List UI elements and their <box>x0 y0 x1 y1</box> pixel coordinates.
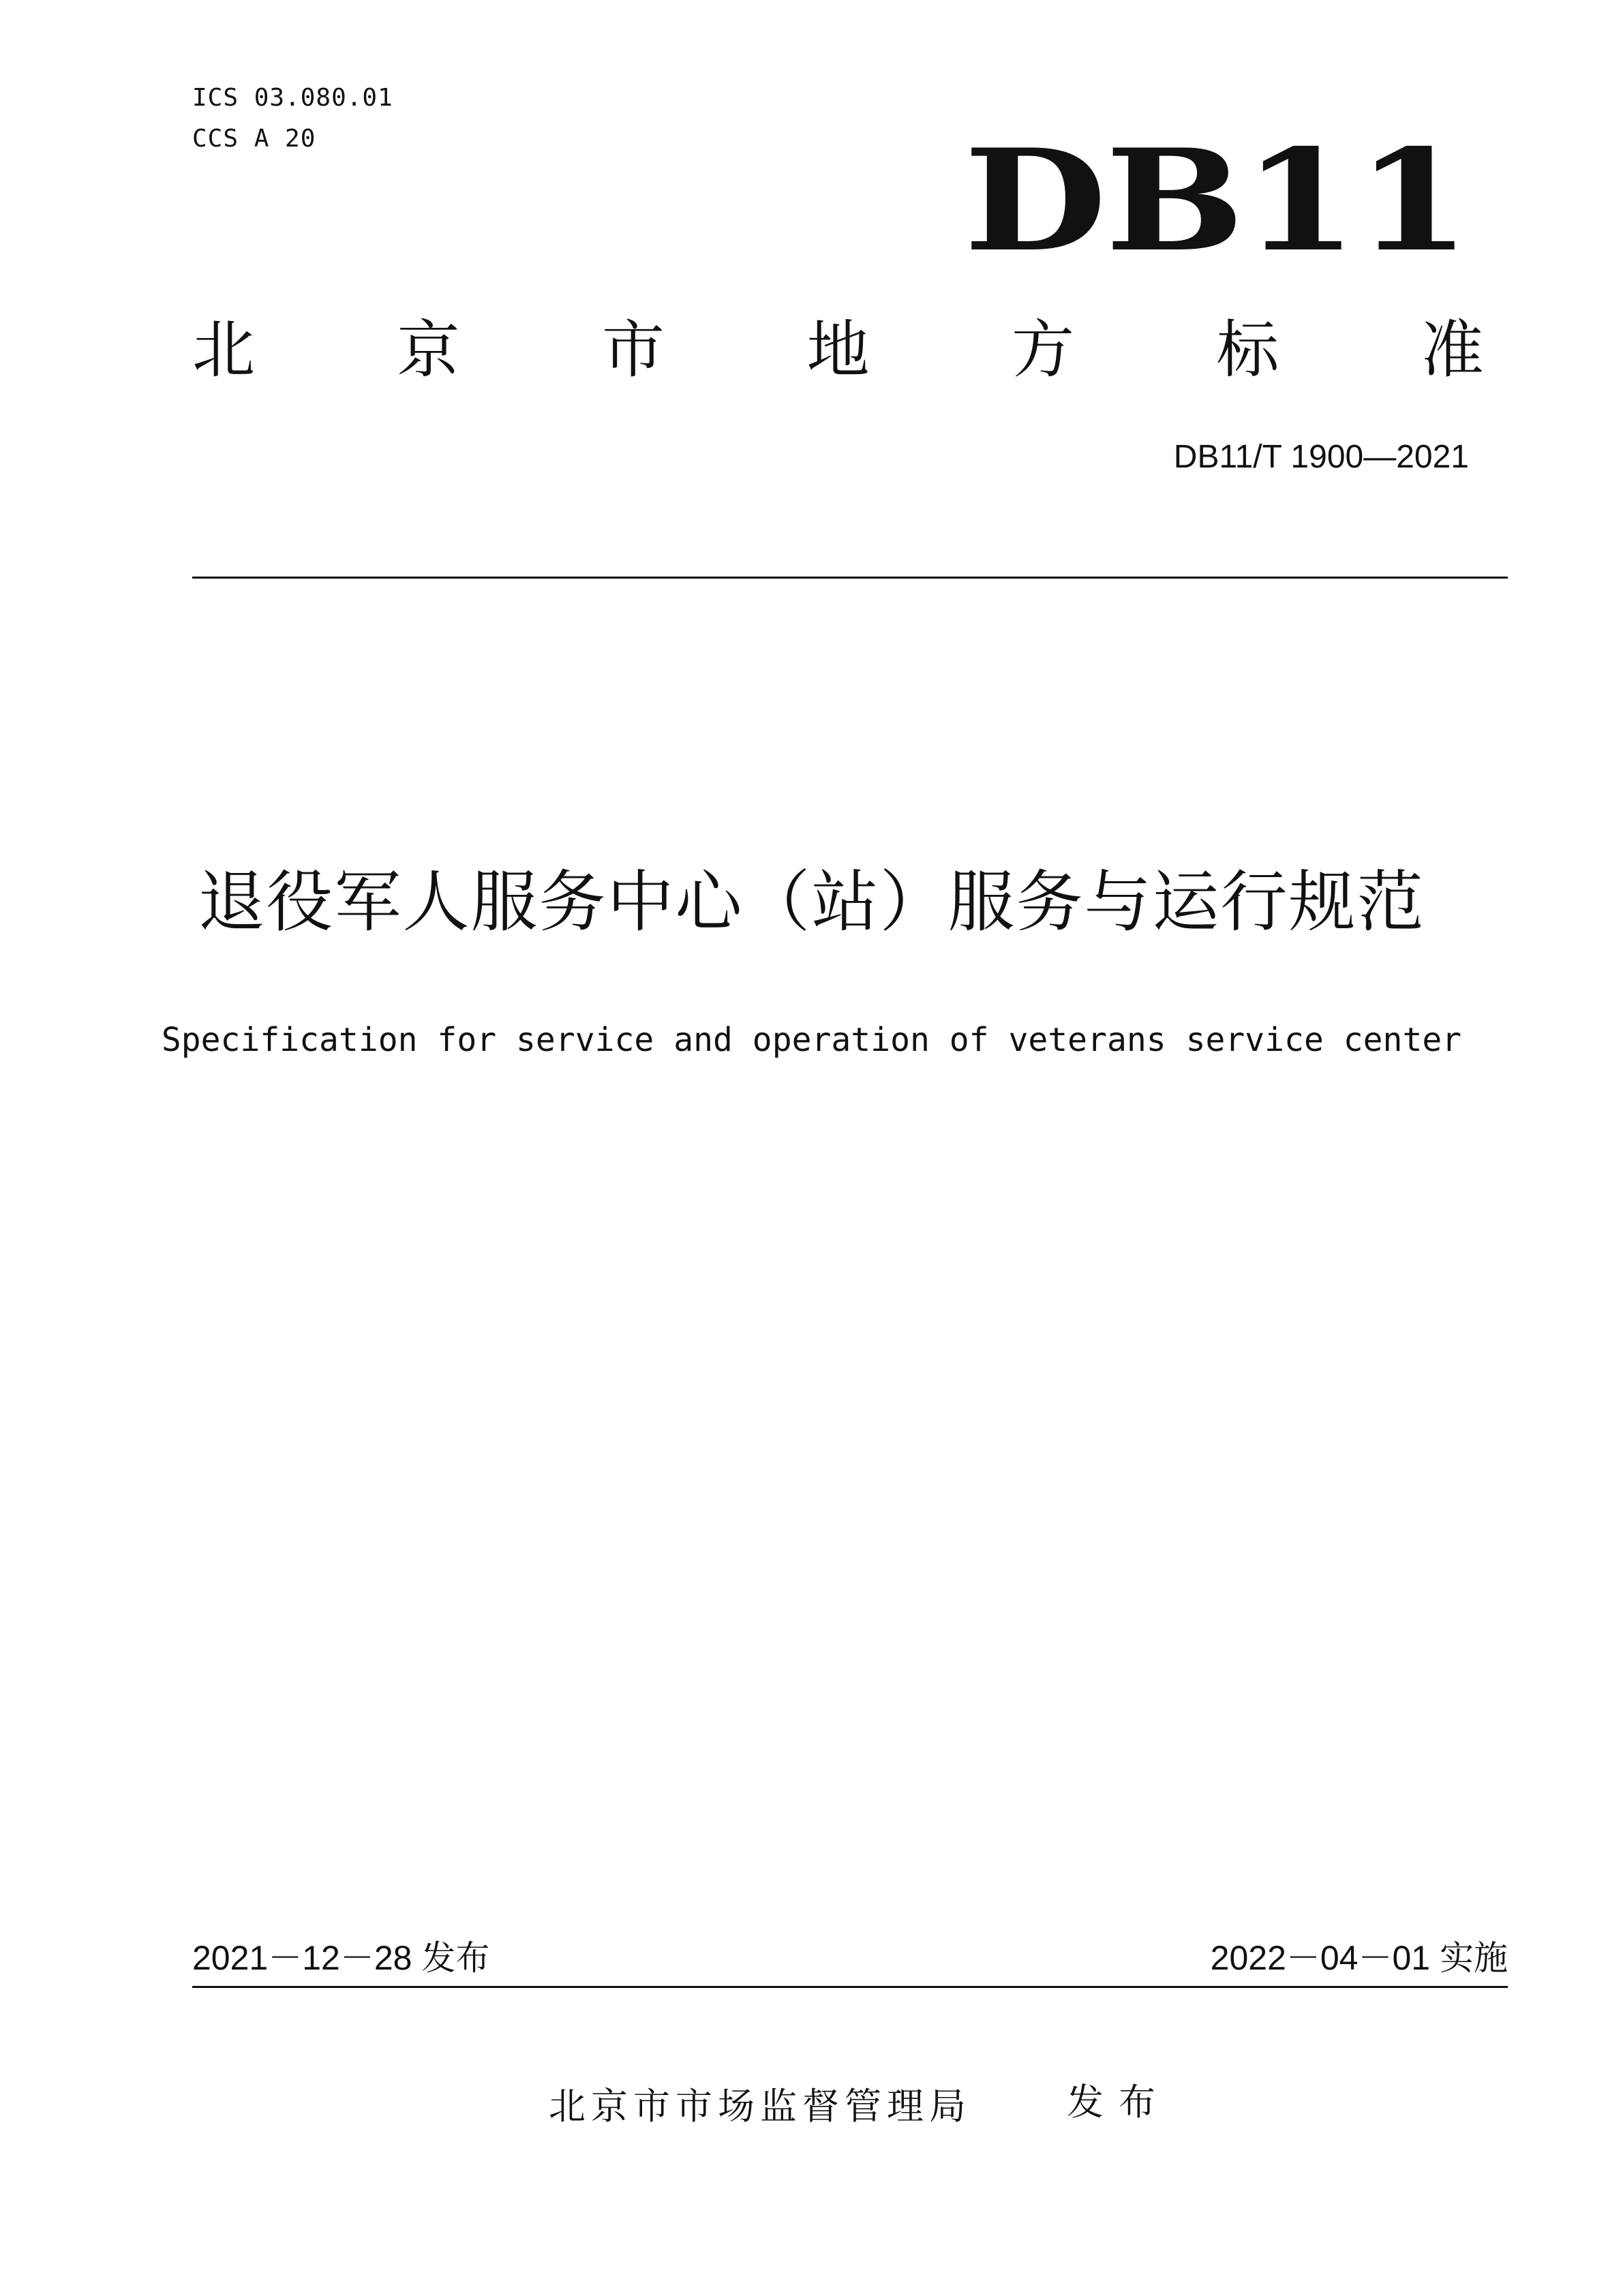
header-divider <box>192 577 1508 579</box>
standard-type-char: 方 <box>1011 313 1074 386</box>
ccs-code: CCS A 20 <box>192 125 316 153</box>
release-date: 2021－12－28 发布 <box>192 1939 490 1977</box>
implementation-date: 2022－04－01 实施 <box>1210 1939 1508 1977</box>
standard-type-char: 地 <box>806 313 870 386</box>
standard-type-heading <box>192 312 1484 388</box>
ics-code: ICS 03.080.01 <box>192 84 393 112</box>
publisher-name: 北京市市场监督管理局 <box>549 2085 971 2128</box>
chinese-title: 退役军人服务中心（站）服务与运行规范 <box>198 863 1425 941</box>
standard-type-char: 准 <box>1421 313 1484 386</box>
standard-number: DB11/T 1900—2021 <box>1173 439 1469 475</box>
db11-logo: DB11 <box>963 119 1469 283</box>
standard-type-char: 北 <box>192 313 256 386</box>
standard-type-char: 市 <box>601 313 665 386</box>
standard-type-char: 京 <box>397 313 460 386</box>
footer-divider <box>192 1986 1508 1988</box>
publish-label: 发布 <box>1067 2081 1170 2124</box>
standard-type-char: 标 <box>1216 313 1279 386</box>
english-title: Specification for service and operation of veterans service center <box>161 1021 1462 1059</box>
